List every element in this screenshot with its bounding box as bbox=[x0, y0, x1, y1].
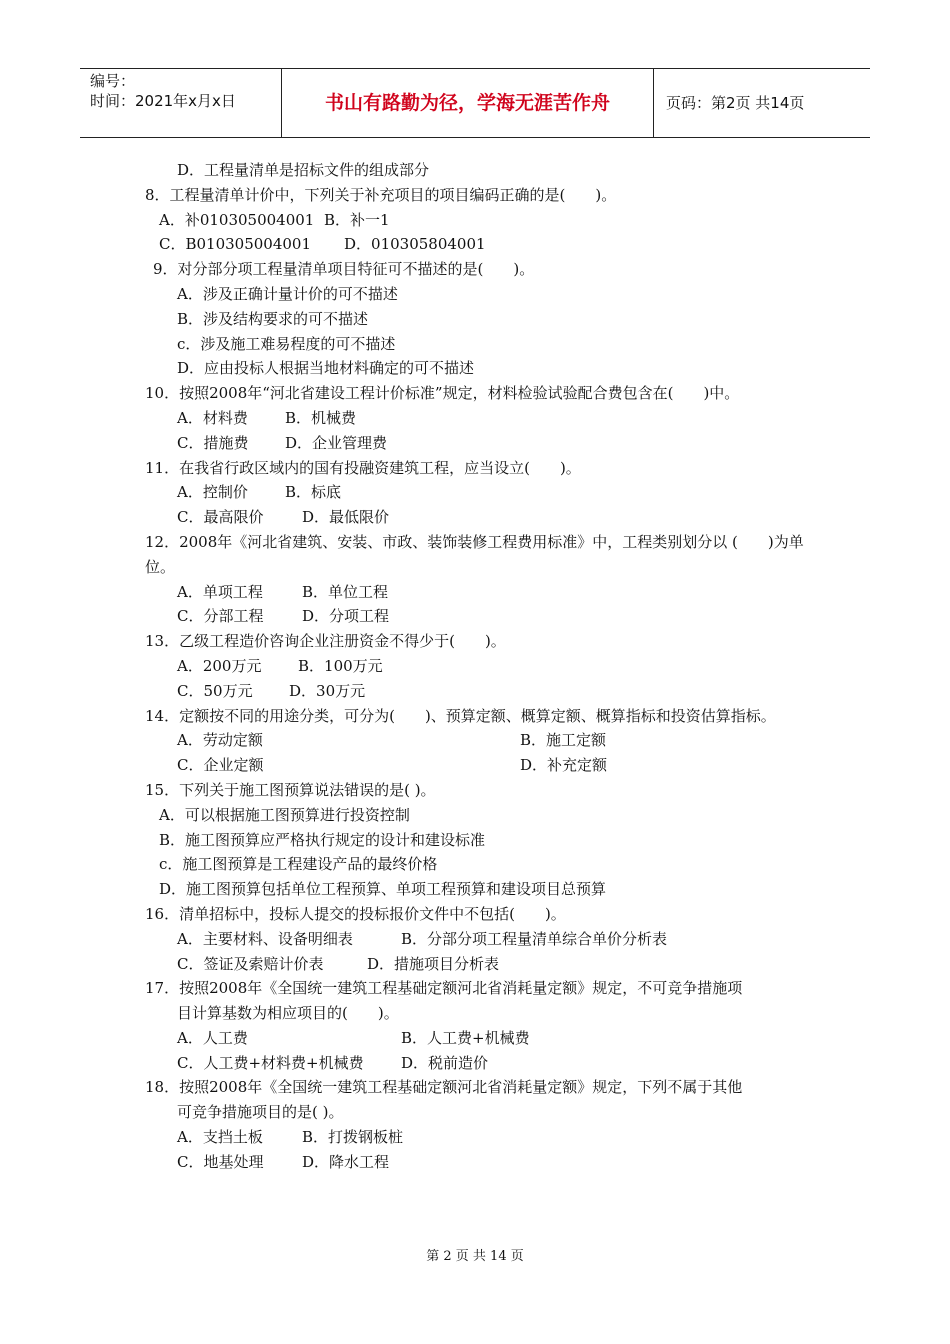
option-line bbox=[145, 580, 805, 605]
option: A．支挡土板 bbox=[177, 1128, 263, 1147]
option-line bbox=[145, 1150, 805, 1175]
option-line bbox=[145, 654, 805, 679]
option: A．主要材料、设备明细表 bbox=[177, 929, 353, 948]
option: A．劳动定额 bbox=[177, 731, 263, 750]
question-15: 15．下列关于施工图预算说法错误的是( )。 bbox=[145, 780, 436, 799]
page-header bbox=[80, 68, 870, 138]
option: A．单项工程 bbox=[177, 582, 263, 601]
option-line bbox=[145, 1026, 805, 1051]
option-line bbox=[145, 208, 805, 233]
option-line bbox=[145, 679, 805, 704]
option-line bbox=[145, 728, 805, 753]
option-line bbox=[145, 1125, 805, 1150]
option: C．地基处理 bbox=[177, 1152, 264, 1171]
page-footer: 第 2 页 共 14 页 bbox=[426, 1249, 524, 1264]
option: D．最低限价 bbox=[302, 508, 390, 527]
option: A．控制价 bbox=[177, 483, 248, 502]
option-line bbox=[145, 232, 805, 257]
option: C．企业定额 bbox=[177, 756, 264, 775]
option: D．补充定额 bbox=[520, 756, 608, 775]
option-line: c．施工图预算是工程建设产品的最终价格 bbox=[159, 855, 438, 874]
option: B．标底 bbox=[285, 483, 342, 502]
header-page-label: 页码：第2页 共14页 bbox=[666, 94, 805, 112]
time-label: 时间：2021年x月x日 bbox=[90, 92, 236, 110]
option: D．降水工程 bbox=[302, 1152, 390, 1171]
option: C．措施费 bbox=[177, 433, 249, 452]
option-line bbox=[145, 431, 805, 456]
option-line bbox=[145, 406, 805, 431]
option: A．200万元 bbox=[177, 656, 262, 675]
option: D．30万元 bbox=[289, 681, 366, 700]
option: B．打拨钢板桩 bbox=[302, 1128, 404, 1147]
option: D．税前造价 bbox=[401, 1053, 489, 1072]
question-11: 11．在我省行政区域内的国有投融资建筑工程，应当设立( )。 bbox=[145, 458, 581, 477]
option: C．签证及索赔计价表 bbox=[177, 954, 324, 973]
option: B．补一1 bbox=[324, 210, 390, 229]
option: D．措施项目分析表 bbox=[367, 954, 500, 973]
option: C．分部工程 bbox=[177, 607, 264, 626]
question-8: 8．工程量清单计价中，下列关于补充项目的项目编码正确的是( )。 bbox=[145, 185, 617, 204]
serial-label: 编号： bbox=[90, 72, 136, 90]
option-line: D．应由投标人根据当地材料确定的可不描述 bbox=[177, 359, 475, 378]
option: B．单位工程 bbox=[302, 582, 389, 601]
header-info-cell bbox=[80, 69, 282, 137]
option: A．人工费 bbox=[177, 1028, 248, 1047]
question-17-cont: 目计算基数为相应项目的( )。 bbox=[177, 1004, 399, 1023]
option-line bbox=[145, 927, 805, 952]
option-line: c．涉及施工难易程度的可不描述 bbox=[177, 334, 396, 353]
question-17: 17．按照2008年《全国统一建筑工程基础定额河北省消耗量定额》规定，不可竞争措施项 bbox=[145, 979, 743, 998]
question-9: 9．对分部分项工程量清单项目特征可不描述的是( )。 bbox=[153, 260, 535, 279]
option: A．材料费 bbox=[177, 408, 248, 427]
question-18: 18．按照2008年《全国统一建筑工程基础定额河北省消耗量定额》规定，下列不属于其他 bbox=[145, 1078, 743, 1097]
option-line bbox=[145, 480, 805, 505]
option: D．010305804001 bbox=[344, 235, 486, 254]
option: C．50万元 bbox=[177, 681, 253, 700]
document-body bbox=[145, 158, 805, 1175]
option: C．最高限价 bbox=[177, 508, 264, 527]
question-14: 14．定额按不同的用途分类，可分为( )、预算定额、概算定额、概算指标和投资估算指标。 bbox=[145, 706, 776, 725]
option-line bbox=[145, 604, 805, 629]
option: B．人工费+机械费 bbox=[401, 1028, 530, 1047]
option-line bbox=[145, 505, 805, 530]
option: B．100万元 bbox=[298, 656, 383, 675]
question-13: 13．乙级工程造价咨询企业注册资金不得少于( )。 bbox=[145, 632, 506, 651]
option: C．人工费+材料费+机械费 bbox=[177, 1053, 364, 1072]
option-line: D．施工图预算包括单位工程预算、单项工程预算和建设项目总预算 bbox=[159, 880, 607, 899]
option: D．企业管理费 bbox=[285, 433, 388, 452]
option-line bbox=[145, 952, 805, 977]
question-16: 16．清单招标中，投标人提交的投标报价文件中不包括( )。 bbox=[145, 904, 566, 923]
option: A．补010305004001 bbox=[159, 210, 315, 229]
option-line bbox=[145, 1051, 805, 1076]
option-line: A．涉及正确计量计价的可不描述 bbox=[177, 284, 398, 303]
option-line: B．涉及结构要求的可不描述 bbox=[177, 309, 369, 328]
option-line bbox=[145, 753, 805, 778]
option: B．机械费 bbox=[285, 408, 357, 427]
option: B．分部分项工程量清单综合单价分析表 bbox=[401, 929, 668, 948]
option-line: B．施工图预算应严格执行规定的设计和建设标准 bbox=[159, 830, 486, 849]
option: B．施工定额 bbox=[520, 731, 607, 750]
header-motto: 书山有路勤为径，学海无涯苦作舟 bbox=[282, 69, 654, 137]
question-12: 12．2008年《河北省建筑、安装、市政、装饰装修工程费用标准》中，工程类别划分以 ( )为单位。 bbox=[145, 532, 804, 576]
question-10: 10．按照2008年“河北省建设工程计价标准”规定，材料检验试验配合费包含在( )中。 bbox=[145, 384, 740, 403]
option-line: D．工程量清单是招标文件的组成部分 bbox=[177, 161, 430, 179]
option: C．B010305004001 bbox=[159, 235, 312, 254]
option: D．分项工程 bbox=[302, 607, 390, 626]
question-18-cont: 可竞争措施项目的是( )。 bbox=[177, 1103, 344, 1122]
option-line: A．可以根据施工图预算进行投资控制 bbox=[159, 805, 410, 824]
